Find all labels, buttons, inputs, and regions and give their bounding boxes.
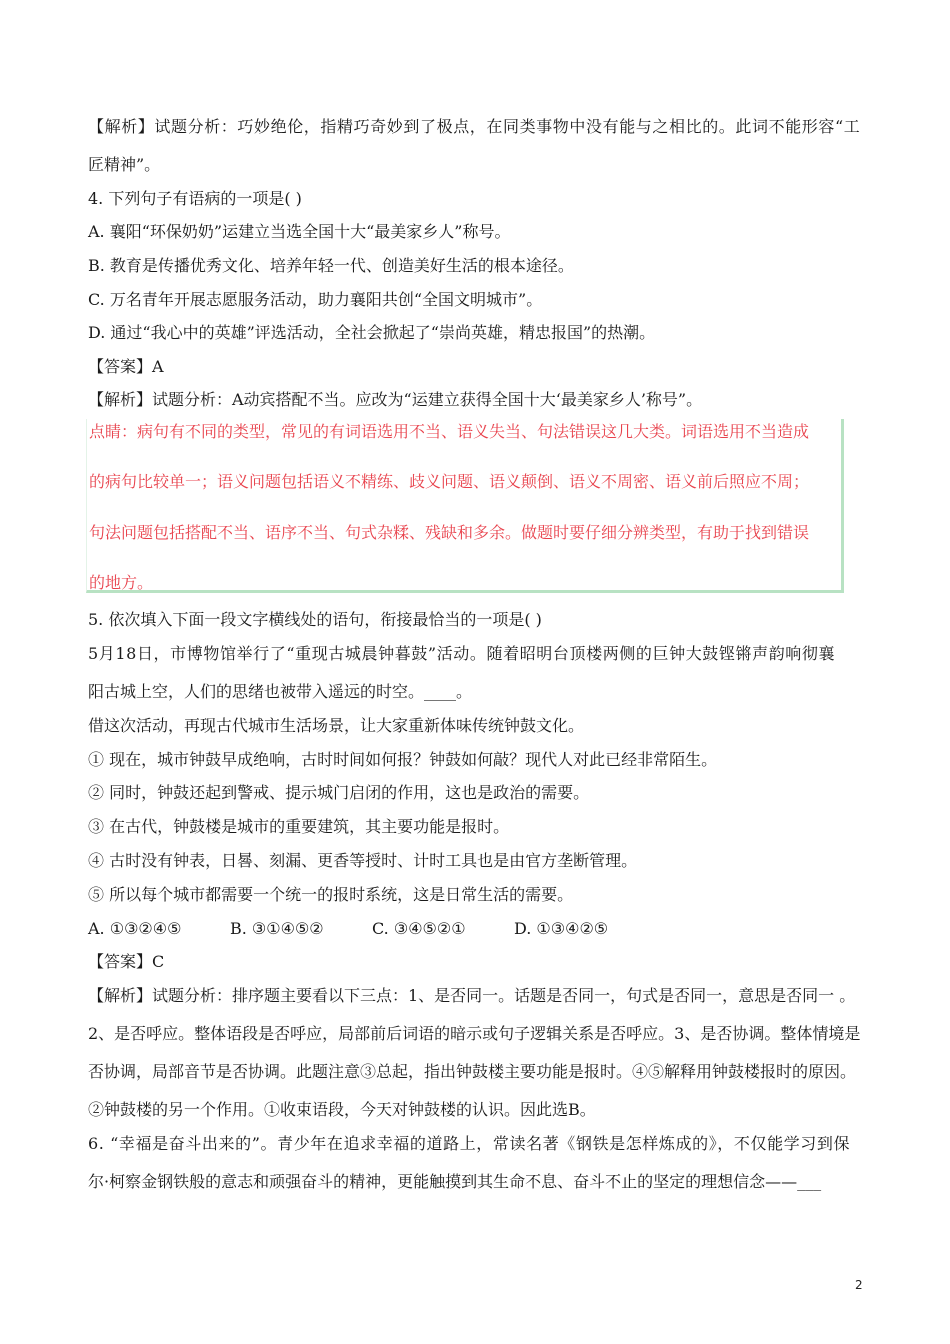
note-line: 句法问题包括搭配不当、语序不当、句式杂糅、残缺和多余。做题时要仔细分辨类型，有助于找到错误 [89, 523, 810, 542]
question-text: 4. 下列句子有语病的一项是( ) [88, 189, 302, 208]
question-text: 6. “幸福是奋斗出来的”。青少年在追求幸福的道路上，常读名著《钢铁是怎样炼成的》，不仅能学习到保 [88, 1134, 851, 1153]
analysis-line: 匠精神”。 [88, 155, 161, 174]
option-b: B. 教育是传播优秀文化、培养年轻一代、创造美好生活的根本途径。 [88, 256, 574, 275]
sentence-5: ⑤ 所以每个城市都需要一个统一的报时系统，这是日常生活的需要。 [88, 885, 574, 904]
analysis-line: 【解析】试题分析：排序题主要看以下三点：1、是否同一。话题是否同一，句式是否同一，意思是否同一 。 [88, 986, 856, 1005]
answer: 【答案】A [88, 357, 164, 376]
analysis: 【解析】试题分析：A动宾搭配不当。应改为“运建立获得全国十大‘最美家乡人’称号”。 [88, 390, 703, 409]
option-c: C. 万名青年开展志愿服务活动，助力襄阳共创“全国文明城市”。 [88, 290, 543, 309]
options-row [88, 919, 608, 939]
page-number: 2 [855, 1278, 863, 1292]
option-a: A. 襄阳“环保奶奶”运建立当选全国十大“最美家乡人”称号。 [88, 222, 511, 241]
answer: 【答案】C [88, 952, 165, 971]
sentence-1: ① 现在，城市钟鼓早成绝响，古时时间如何报？钟鼓如何敲？现代人对此已经非常陌生。 [88, 750, 718, 769]
option-a: A. ①③②④⑤ [88, 919, 182, 938]
note-box [86, 419, 844, 593]
sentence-3: ③ 在古代，钟鼓楼是城市的重要建筑，其主要功能是报时。 [88, 817, 510, 836]
sentence-4: ④ 古时没有钟表，日晷、刻漏、更香等授时、计时工具也是由官方垄断管理。 [88, 851, 638, 870]
analysis-line: 【解析】试题分析：巧妙绝伦，指精巧奇妙到了极点，在同类事物中没有能与之相比的。此词不能形容“工 [88, 117, 861, 136]
passage-line: 阳古城上空，人们的思绪也被带入遥远的时空。____。 [88, 682, 473, 701]
option-b: B. ③①④⑤② [230, 919, 324, 938]
option-d: D. 通过“我心中的英雄”评选活动，全社会掀起了“崇尚英雄，精忠报国”的热潮。 [88, 323, 656, 342]
note-line: 的病句比较单一；语义问题包括语义不精练、歧义问题、语义颠倒、语义不周密、语义前后照应不周； [89, 472, 810, 491]
analysis-line: 否协调，局部音节是否协调。此题注意③总起，指出钟鼓楼主要功能是报时。④⑤解释用钟鼓楼报时的原因。 [88, 1062, 857, 1081]
note-line: 点睛：病句有不同的类型，常见的有词语选用不当、语义失当、句法错误这几大类。词语选用不当造成 [89, 422, 810, 441]
question-text: 尔·柯察金钢铁般的意志和顽强奋斗的精神，更能触摸到其生命不息、奋斗不止的坚定的理想信念——___ [88, 1172, 822, 1191]
question-text: 5. 依次填入下面一段文字横线处的语句，衔接最恰当的一项是( ) [88, 610, 542, 629]
option-c: C. ③④⑤②① [372, 919, 466, 938]
passage-line: 5月18日，市博物馆举行了“重现古城晨钟暮鼓”活动。随着昭明台顶楼两侧的巨钟大鼓铿锵声韵响彻襄 [88, 644, 836, 663]
passage-line: 借这次活动，再现古代城市生活场景，让大家重新体味传统钟鼓文化。 [88, 716, 585, 735]
analysis-line: 2、是否呼应。整体语段是否呼应，局部前后词语的暗示或句子逻辑关系是否呼应。3、是否协调。整体情境是 [88, 1024, 861, 1043]
note-line: 的地方。 [89, 573, 154, 592]
sentence-2: ② 同时，钟鼓还起到警戒、提示城门启闭的作用，这也是政治的需要。 [88, 783, 590, 802]
analysis-line: ②钟鼓楼的另一个作用。①收束语段，今天对钟鼓楼的认识。因此选B。 [88, 1100, 596, 1119]
option-d: D. ①③④②⑤ [514, 919, 609, 938]
